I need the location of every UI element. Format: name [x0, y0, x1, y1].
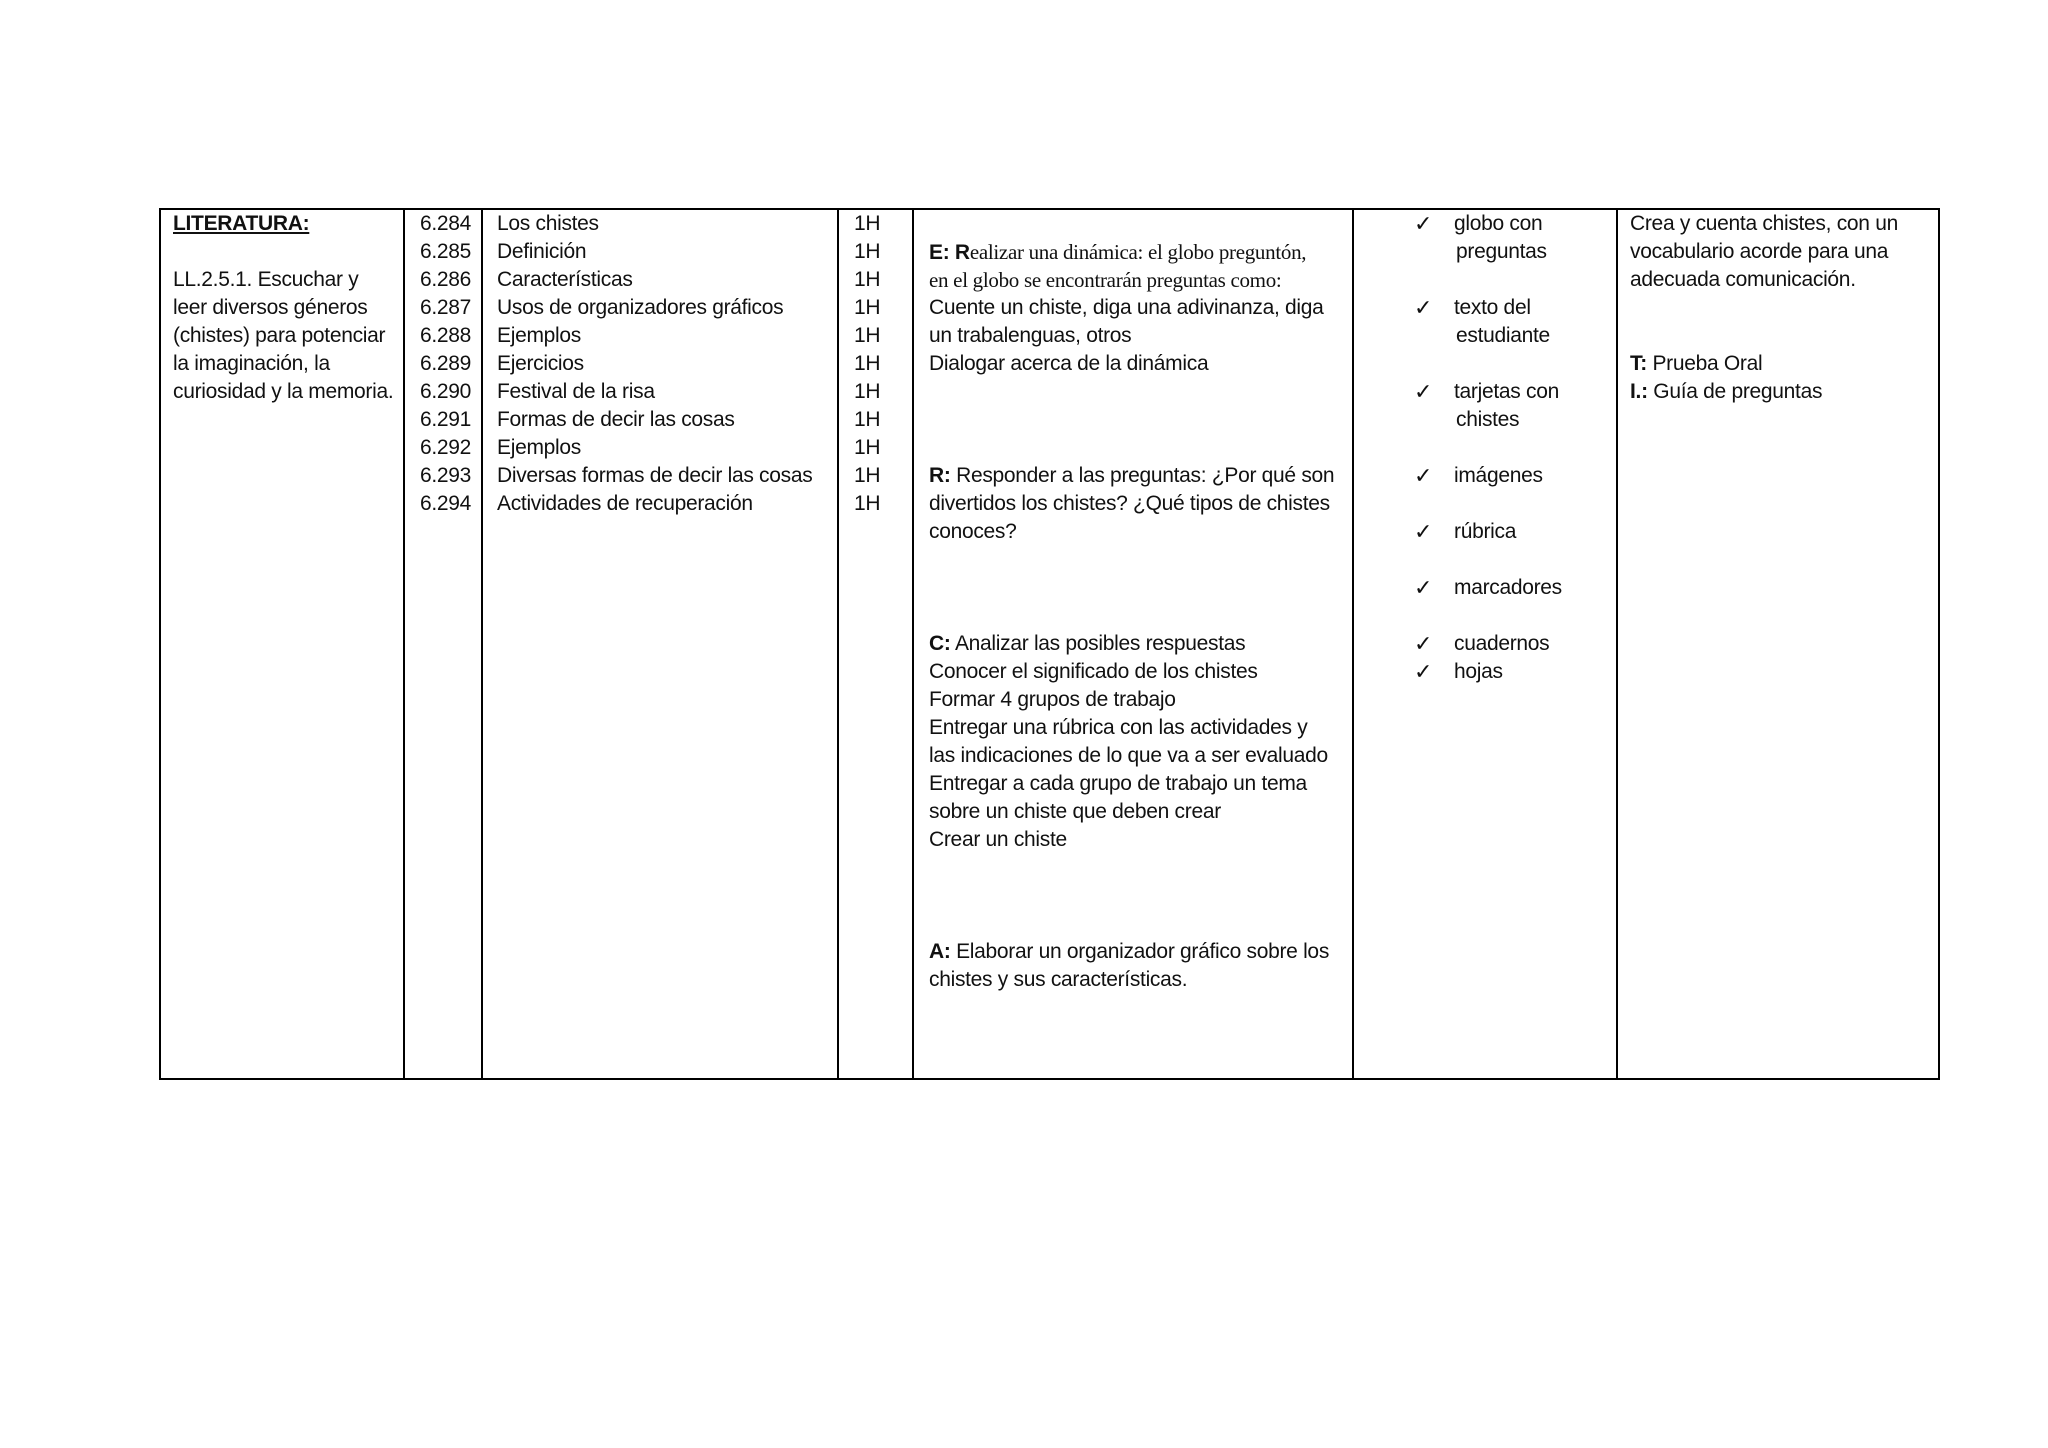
hours-item: 1H: [854, 240, 881, 263]
instrument-text: Guía de preguntas: [1647, 380, 1823, 403]
hours-column: [839, 210, 914, 1078]
topic-item: Actividades de recuperación: [497, 492, 753, 515]
resources-column: [1354, 210, 1618, 1078]
conceptualization-line: Formar 4 grupos de trabajo: [929, 688, 1176, 711]
hours-item: 1H: [854, 464, 881, 487]
hours-item: 1H: [854, 408, 881, 431]
reflection-line: divertidos los chistes? ¿Qué tipos de chistes: [929, 492, 1330, 515]
code-item: 6.289: [419, 352, 471, 375]
reflection-label: R:: [929, 464, 951, 487]
topic-item: Ejemplos: [497, 324, 581, 347]
area-column: [161, 210, 405, 1078]
code-item: 6.287: [419, 296, 471, 319]
technique-text: Prueba Oral: [1646, 352, 1763, 375]
evaluation-line: Crea y cuenta chistes, con un: [1630, 212, 1898, 235]
resource-item: marcadores: [1454, 576, 1562, 599]
check-icon: ✓: [1414, 575, 1433, 600]
hours-item: 1H: [854, 324, 881, 347]
topic-item: Diversas formas de decir las cosas: [497, 464, 813, 487]
check-icon: ✓: [1414, 519, 1433, 544]
resource-item: estudiante: [1456, 324, 1550, 347]
code-item: 6.293: [419, 464, 471, 487]
application-line: [929, 938, 1329, 966]
code-item: 6.285: [419, 240, 471, 263]
conceptualization-text: Analizar las posibles respuestas: [950, 632, 1246, 655]
hours-item: 1H: [854, 296, 881, 319]
code-item: 6.286: [419, 268, 471, 291]
topic-item: Ejercicios: [497, 352, 584, 375]
experience-line: Dialogar acerca de la dinámica: [929, 352, 1209, 375]
skill-line: curiosidad y la memoria.: [173, 380, 394, 403]
planning-table: [159, 208, 1940, 1080]
check-icon: ✓: [1414, 463, 1433, 488]
experience-label: E: R: [929, 241, 970, 264]
skill-line: la imaginación, la: [173, 352, 330, 375]
area-title: LITERATURA:: [173, 212, 310, 235]
resource-item: texto del: [1454, 296, 1531, 319]
resource-item: preguntas: [1456, 240, 1547, 263]
instrument-label: I.:: [1630, 380, 1648, 403]
topic-item: Ejemplos: [497, 436, 581, 459]
skill-line: (chistes) para potenciar: [173, 324, 386, 347]
conceptualization-line: sobre un chiste que deben crear: [929, 800, 1221, 823]
application-text: Elaborar un organizador gráfico sobre los: [950, 940, 1330, 963]
topic-item: Características: [497, 268, 633, 291]
resource-item: cuadernos: [1454, 632, 1550, 655]
hours-item: 1H: [854, 380, 881, 403]
code-item: 6.288: [419, 324, 471, 347]
check-icon: ✓: [1414, 659, 1433, 684]
conceptualization-line: Entregar una rúbrica con las actividades y: [929, 716, 1308, 739]
resource-item: imágenes: [1454, 464, 1543, 487]
check-icon: ✓: [1414, 211, 1433, 236]
resource-item: chistes: [1456, 408, 1520, 431]
experience-line: en el globo se encontrarán preguntas como:: [929, 268, 1282, 292]
resource-item: tarjetas con: [1454, 380, 1559, 403]
code-item: 6.291: [419, 408, 471, 431]
experience-line: un trabalenguas, otros: [929, 324, 1132, 347]
application-label: A:: [929, 940, 951, 963]
activities-column: [914, 210, 1354, 1078]
check-icon: ✓: [1414, 631, 1433, 656]
technique-line: [1630, 350, 1762, 378]
reflection-line: [929, 462, 1334, 490]
hours-item: 1H: [854, 492, 881, 515]
check-icon: ✓: [1414, 295, 1433, 320]
topic-item: Formas de decir las cosas: [497, 408, 735, 431]
skill-line: leer diversos géneros: [173, 296, 368, 319]
evaluation-line: adecuada comunicación.: [1630, 268, 1856, 291]
topic-item: Definición: [497, 240, 587, 263]
topic-item: Festival de la risa: [497, 380, 655, 403]
code-item: 6.294: [419, 492, 471, 515]
conceptualization-line: las indicaciones de lo que va a ser evaluado: [929, 744, 1328, 767]
conceptualization-line: [929, 630, 1245, 658]
technique-label: T:: [1630, 352, 1647, 375]
experience-line: [929, 238, 1306, 267]
check-icon: ✓: [1414, 379, 1433, 404]
evaluation-line: vocabulario acorde para una: [1630, 240, 1889, 263]
topic-item: Usos de organizadores gráficos: [497, 296, 784, 319]
reflection-line: conoces?: [929, 520, 1017, 543]
code-item: 6.292: [419, 436, 471, 459]
topic-item: Los chistes: [497, 212, 599, 235]
code-item: 6.290: [419, 380, 471, 403]
resource-item: globo con: [1454, 212, 1543, 235]
skill-line: LL.2.5.1. Escuchar y: [173, 268, 359, 291]
code-column: [405, 210, 483, 1078]
hours-item: 1H: [854, 352, 881, 375]
instrument-line: [1630, 378, 1822, 406]
reflection-text: Responder a las preguntas: ¿Por qué son: [950, 464, 1335, 487]
conceptualization-line: Entregar a cada grupo de trabajo un tema: [929, 772, 1307, 795]
hours-item: 1H: [854, 268, 881, 291]
resource-item: hojas: [1454, 660, 1503, 683]
conceptualization-label: C:: [929, 632, 951, 655]
conceptualization-line: Conocer el significado de los chistes: [929, 660, 1258, 683]
experience-line: Cuente un chiste, diga una adivinanza, diga: [929, 296, 1324, 319]
hours-item: 1H: [854, 212, 881, 235]
application-line: chistes y sus características.: [929, 968, 1188, 991]
hours-item: 1H: [854, 436, 881, 459]
evaluation-column: [1618, 210, 1942, 1078]
resource-item: rúbrica: [1454, 520, 1517, 543]
conceptualization-line: Crear un chiste: [929, 828, 1067, 851]
code-item: 6.284: [419, 212, 471, 235]
experience-text: ealizar una dinámica: el globo preguntón,: [969, 240, 1307, 264]
topic-column: [483, 210, 839, 1078]
